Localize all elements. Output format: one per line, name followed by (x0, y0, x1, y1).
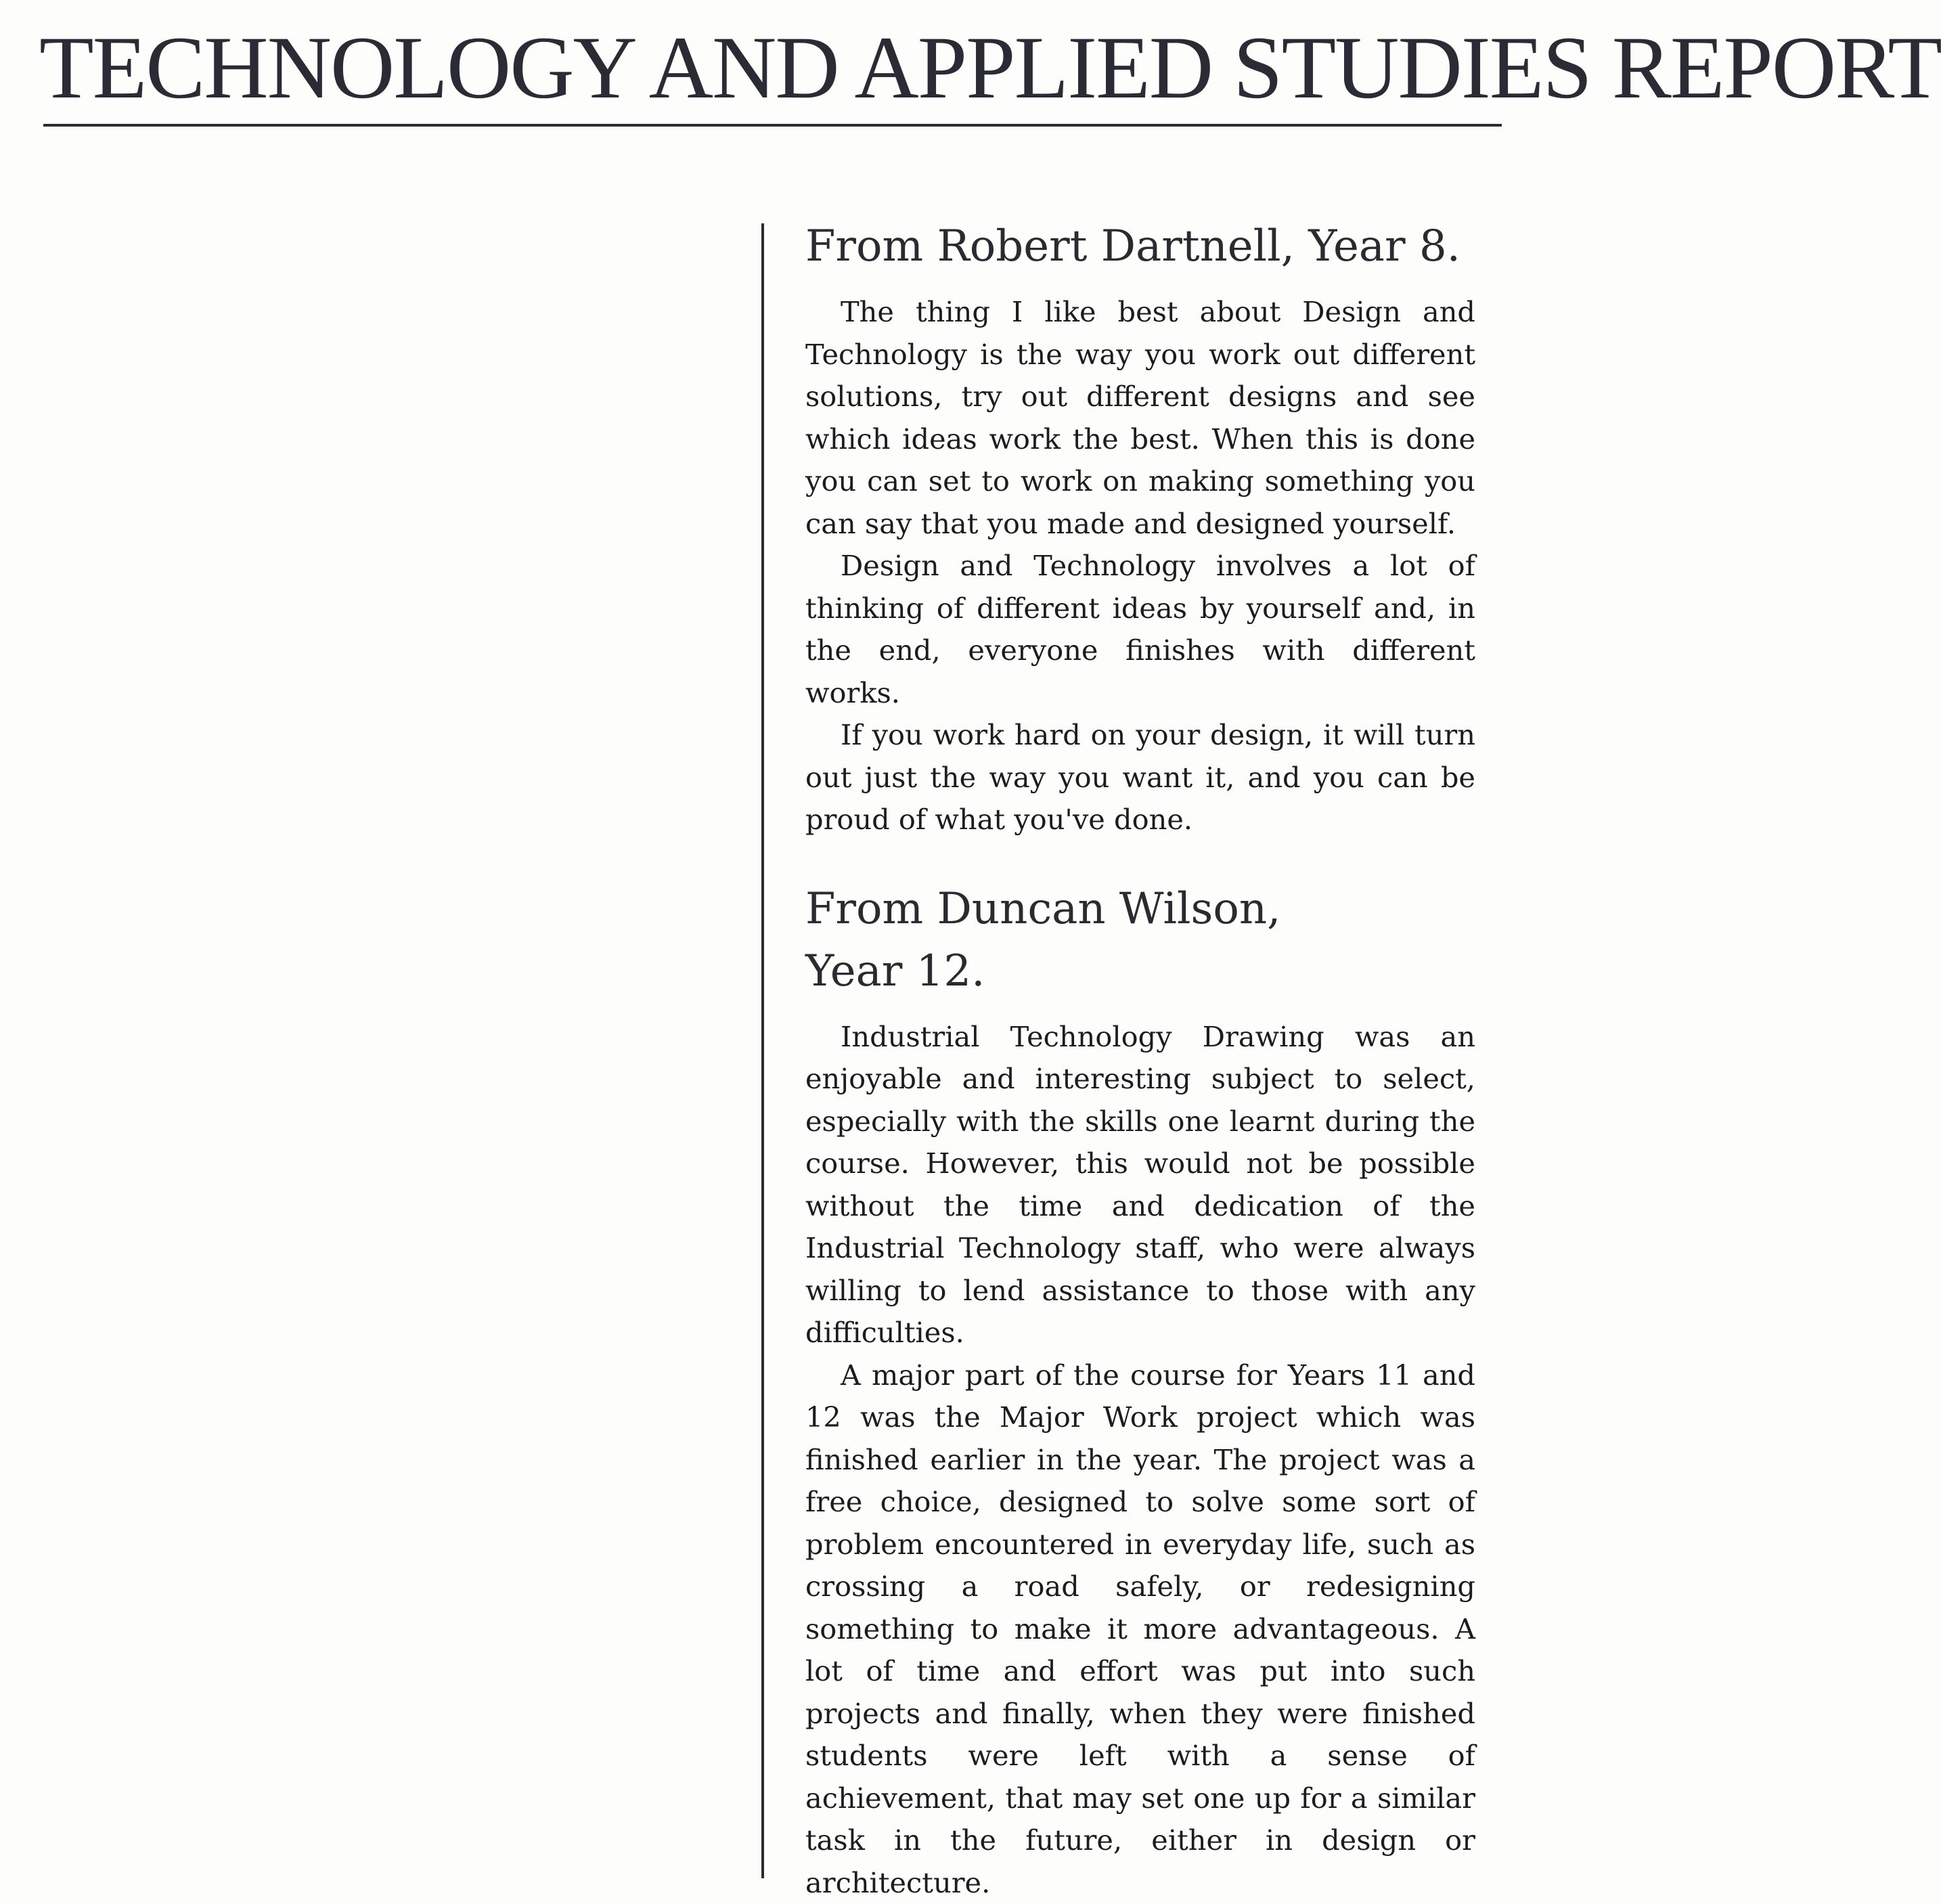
paragraph: The thing I like best about Design and Technology is the way you work out different solutions, try out different designs and see which ideas work the best. When this is done you can set to work on making something you can say that you made and designed yourself. (805, 291, 1475, 545)
paragraph: A major part of the course for Years 11 and 12 was the Major Work project which was finished earlier in the year. The project was a free choice, designed to solve some sort of problem encountered in everyday life, such as crossing a road safely, or redesigning something to make it more advantageous. A lot of time and effort was put into such projects and finally, when they were finished students were left with a sense of achievement, that may set one up for a similar task in the future, either in design or architecture. (805, 1354, 1475, 1904)
title-underline (43, 124, 1502, 127)
text-column (805, 215, 1475, 1904)
section-duncan-wilson (805, 878, 1475, 1904)
paragraph: Design and Technology involves a lot of thinking of different ideas by yourself and, in the end, everyone finishes with different works. (805, 545, 1475, 714)
section-heading: From Duncan Wilson, Year 12. (805, 878, 1333, 1002)
page-title: TECHNOLOGY AND APPLIED STUDIES REPORT (39, 14, 1508, 122)
paragraph: Industrial Technology Drawing was an enjoyable and interesting subject to select, especially with the skills one learnt during the course. However, this would not be possible without the time and dedication of the Industrial Technology staff, who were always willing to lend assistance to those with any difficulties. (805, 1016, 1475, 1354)
section-heading: From Robert Dartnell, Year 8. (805, 215, 1482, 278)
section-robert-dartnell (805, 215, 1475, 841)
column-divider (761, 223, 764, 1878)
paragraph: If you work hard on your design, it will turn out just the way you want it, and you can be proud of what you've done. (805, 714, 1475, 841)
